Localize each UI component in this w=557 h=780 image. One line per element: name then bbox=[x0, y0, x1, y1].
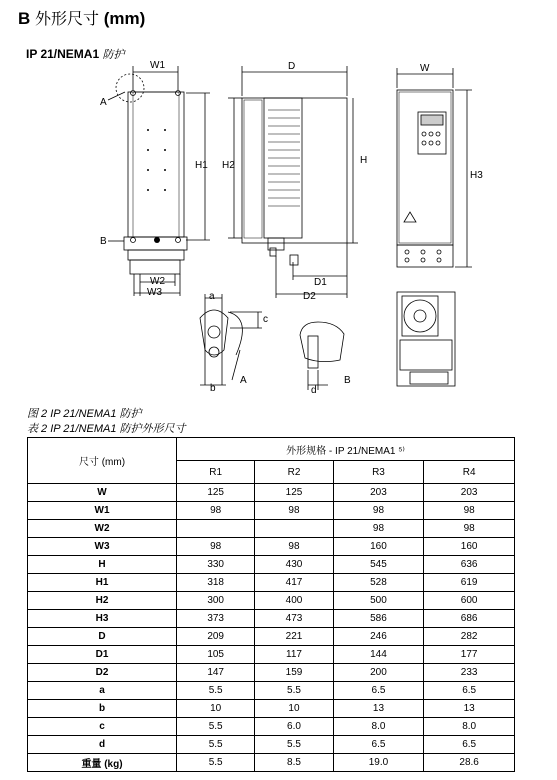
table-cell: 5.5 bbox=[177, 718, 255, 736]
table-cell: 203 bbox=[333, 484, 424, 502]
label-detail-b: B bbox=[344, 375, 351, 386]
label-detail-a-b: b bbox=[210, 383, 216, 394]
label-h: H bbox=[360, 155, 368, 166]
section-unit: (mm) bbox=[103, 9, 146, 28]
column-header-r1: R1 bbox=[177, 461, 255, 484]
column-header-r2: R2 bbox=[255, 461, 333, 484]
column-header-r3: R3 bbox=[333, 461, 424, 484]
table-cell: 10 bbox=[177, 700, 255, 718]
row-label: c bbox=[28, 718, 177, 736]
label-detail-b-d: d bbox=[311, 385, 317, 396]
table-cell: 545 bbox=[333, 556, 424, 574]
table-cell: 318 bbox=[177, 574, 255, 592]
table-row bbox=[28, 610, 515, 628]
dimensions-table bbox=[27, 437, 515, 772]
table-cell: 233 bbox=[424, 664, 515, 682]
label-detail-a-c: c bbox=[263, 314, 268, 325]
table-row bbox=[28, 682, 515, 700]
table-cell: 98 bbox=[333, 502, 424, 520]
table-cell: 159 bbox=[255, 664, 333, 682]
table-cell: 586 bbox=[333, 610, 424, 628]
subtitle-cn: 防护 bbox=[102, 48, 125, 61]
table-cell: 5.5 bbox=[177, 754, 255, 772]
table-row bbox=[28, 592, 515, 610]
row-label: W1 bbox=[28, 502, 177, 520]
row-label: H bbox=[28, 556, 177, 574]
table-row bbox=[28, 736, 515, 754]
table-cell: 282 bbox=[424, 628, 515, 646]
table-cell: 221 bbox=[255, 628, 333, 646]
label-d2: D2 bbox=[303, 291, 316, 302]
row-label: W bbox=[28, 484, 177, 502]
table-cell bbox=[255, 520, 333, 538]
table-cell: 686 bbox=[424, 610, 515, 628]
table-cell: 105 bbox=[177, 646, 255, 664]
label-a: A bbox=[100, 97, 107, 108]
column-header-r4: R4 bbox=[424, 461, 515, 484]
label-h2: H2 bbox=[222, 160, 235, 171]
row-label: d bbox=[28, 736, 177, 754]
table-cell: 636 bbox=[424, 556, 515, 574]
table-cell: 8.0 bbox=[333, 718, 424, 736]
label-w3: W3 bbox=[147, 287, 162, 298]
table-body bbox=[28, 484, 515, 772]
table-cell: 6.5 bbox=[424, 736, 515, 754]
label-w: W bbox=[420, 63, 430, 74]
table-cell: 6.5 bbox=[333, 736, 424, 754]
table-cell: 5.5 bbox=[255, 682, 333, 700]
subtitle-ip: IP 21/NEMA1 bbox=[26, 47, 100, 61]
label-d1: D1 bbox=[314, 277, 327, 288]
table-cell: 246 bbox=[333, 628, 424, 646]
table-row bbox=[28, 538, 515, 556]
table-row bbox=[28, 754, 515, 772]
table-row bbox=[28, 628, 515, 646]
row-label: H2 bbox=[28, 592, 177, 610]
table-cell: 13 bbox=[424, 700, 515, 718]
label-w1: W1 bbox=[150, 60, 165, 71]
table-cell: 600 bbox=[424, 592, 515, 610]
table-cell: 203 bbox=[424, 484, 515, 502]
table-cell: 417 bbox=[255, 574, 333, 592]
row-label: H3 bbox=[28, 610, 177, 628]
row-label: W2 bbox=[28, 520, 177, 538]
table-cell: 147 bbox=[177, 664, 255, 682]
table-cell: 28.6 bbox=[424, 754, 515, 772]
label-d: D bbox=[288, 61, 296, 72]
table-cell: 144 bbox=[333, 646, 424, 664]
row-label: D bbox=[28, 628, 177, 646]
table-cell: 619 bbox=[424, 574, 515, 592]
table-cell: 13 bbox=[333, 700, 424, 718]
table-corner-header: 尺寸 (mm) bbox=[28, 438, 177, 484]
label-h3: H3 bbox=[470, 170, 483, 181]
table-cell bbox=[177, 520, 255, 538]
table-row bbox=[28, 664, 515, 682]
label-h1: H1 bbox=[195, 160, 208, 171]
table-caption: 表 2 IP 21/NEMA1 防护外形尺寸 bbox=[27, 423, 186, 435]
label-w2: W2 bbox=[150, 276, 165, 287]
table-cell: 6.0 bbox=[255, 718, 333, 736]
table-row bbox=[28, 646, 515, 664]
row-label: D2 bbox=[28, 664, 177, 682]
row-label: H1 bbox=[28, 574, 177, 592]
table-cell: 6.5 bbox=[424, 682, 515, 700]
table-cell: 8.0 bbox=[424, 718, 515, 736]
table-cell: 98 bbox=[333, 520, 424, 538]
table-cell: 5.5 bbox=[177, 736, 255, 754]
table-cell: 19.0 bbox=[333, 754, 424, 772]
table-cell: 528 bbox=[333, 574, 424, 592]
table-cell: 98 bbox=[424, 520, 515, 538]
table-cell: 209 bbox=[177, 628, 255, 646]
table-cell: 98 bbox=[177, 502, 255, 520]
table-cell: 160 bbox=[333, 538, 424, 556]
table-cell: 200 bbox=[333, 664, 424, 682]
table-cell: 300 bbox=[177, 592, 255, 610]
table-cell: 125 bbox=[177, 484, 255, 502]
table-cell: 125 bbox=[255, 484, 333, 502]
table-cell: 473 bbox=[255, 610, 333, 628]
table-row bbox=[28, 520, 515, 538]
table-cell: 98 bbox=[177, 538, 255, 556]
table-row bbox=[28, 484, 515, 502]
row-label: a bbox=[28, 682, 177, 700]
section-title-cn: 外形尺寸 bbox=[35, 9, 100, 28]
row-label: D1 bbox=[28, 646, 177, 664]
table-cell: 117 bbox=[255, 646, 333, 664]
table-cell: 98 bbox=[424, 502, 515, 520]
figure-caption: 图 2 IP 21/NEMA1 防护 bbox=[27, 408, 142, 420]
row-label: W3 bbox=[28, 538, 177, 556]
table-row bbox=[28, 700, 515, 718]
table-row bbox=[28, 574, 515, 592]
table-cell: 400 bbox=[255, 592, 333, 610]
table-cell: 5.5 bbox=[255, 736, 333, 754]
table-cell: 160 bbox=[424, 538, 515, 556]
table-cell: 500 bbox=[333, 592, 424, 610]
table-cell: 6.5 bbox=[333, 682, 424, 700]
table-row bbox=[28, 718, 515, 736]
table-cell: 373 bbox=[177, 610, 255, 628]
table-cell: 98 bbox=[255, 538, 333, 556]
table-cell: 8.5 bbox=[255, 754, 333, 772]
table-row bbox=[28, 502, 515, 520]
table-cell: 430 bbox=[255, 556, 333, 574]
table-cell: 10 bbox=[255, 700, 333, 718]
row-label: 重量 (kg) bbox=[28, 754, 177, 772]
frame-size-header: 外形规格 - IP 21/NEMA1 ⁵⁾ bbox=[177, 438, 515, 461]
table-row bbox=[28, 556, 515, 574]
table-cell: 330 bbox=[177, 556, 255, 574]
label-b: B bbox=[100, 236, 107, 247]
label-detail-a: A bbox=[240, 375, 247, 386]
section-letter: B bbox=[18, 9, 31, 28]
table-cell: 5.5 bbox=[177, 682, 255, 700]
row-label: b bbox=[28, 700, 177, 718]
table-cell: 177 bbox=[424, 646, 515, 664]
table-cell: 98 bbox=[255, 502, 333, 520]
label-detail-a-a: a bbox=[209, 291, 215, 302]
